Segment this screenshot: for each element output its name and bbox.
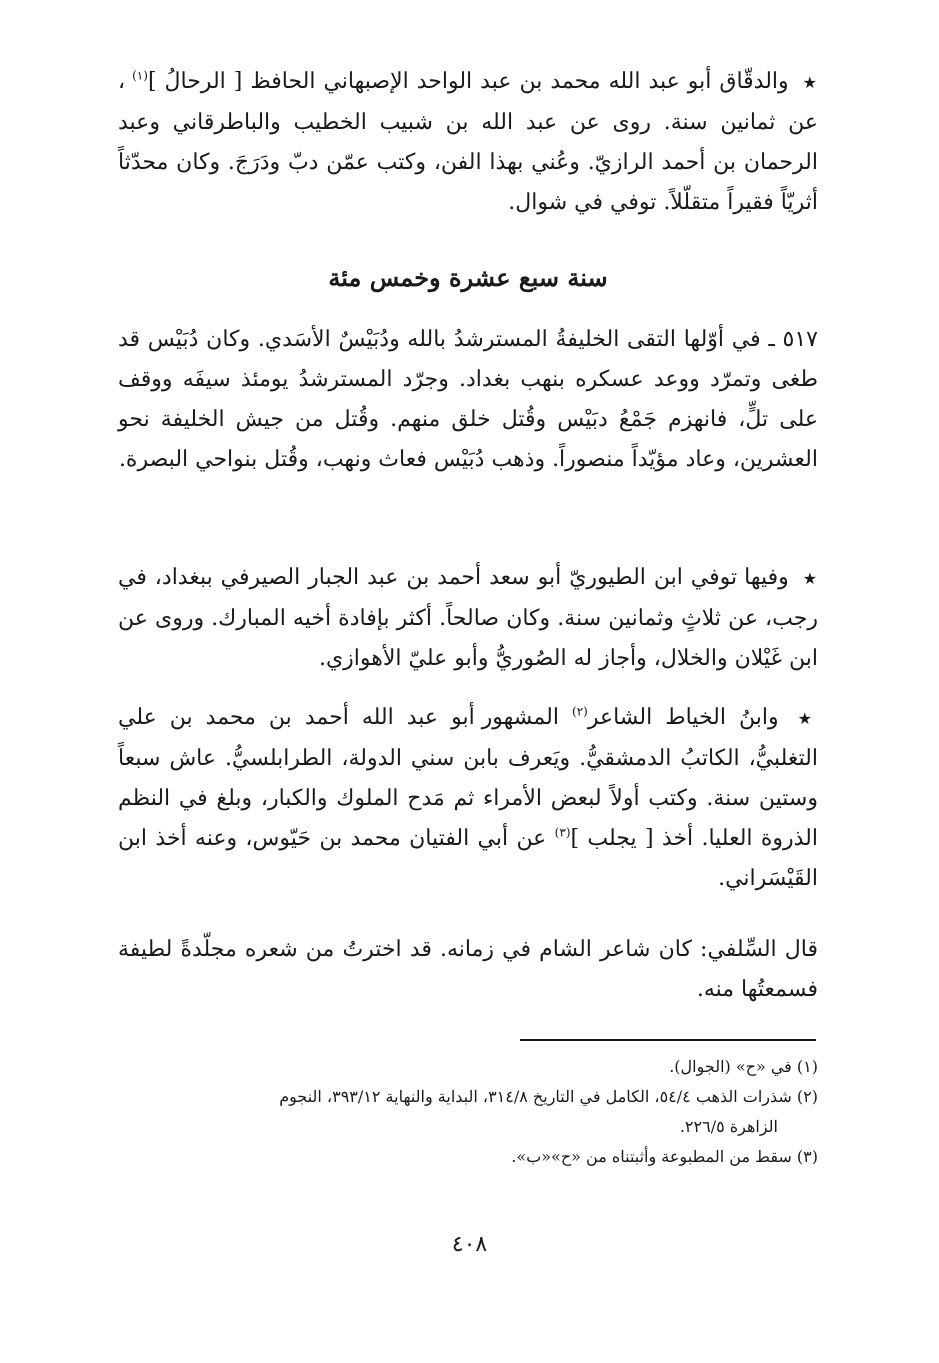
entry-ibn-khayyat-text-b: المشهور أبو عبد الله أحمد بن محمد بن علي التغلبيُّ، الكاتبُ الدمشقيُّ. ويَعرف بابن سني الدولة، الطرابلسيُّ. عاش سبعاً وستين سنة. وكتب أولاً لبعض الأمراء ثم مَدح الملوك والكبار، وبلغ في النظم الذروة العليا. أخذ [ يجلب ] (118, 705, 818, 851)
quote-silafi (118, 930, 818, 1010)
footnote-1: (١) في «ح» (الجوال). (669, 1057, 818, 1076)
footnote-2-continued: الزاهرة ٢٢٦/٥. (679, 1117, 778, 1136)
entry-daqqaq-paragraph (118, 62, 818, 223)
entry-ibn-khayyat-paragraph (118, 698, 818, 899)
footnote-ref-3[interactable]: (٣) (554, 825, 571, 840)
entry-tuyuri (118, 558, 818, 679)
entry-daqqaq-text-b: ، عن ثمانين سنة. روى عن عبد الله بن شبيب الخطيب والباطرقاني وعبد الرحمان بن أحمد الرازيّ. وعُني بهذا الفن، وكتب عمّن دبّ ودَرَجَ. وكان محدّثاً أثريّاً فقيراً متقلّلاً. توفي في شوال. (118, 69, 818, 215)
entry-ibn-khayyat (118, 698, 818, 899)
star-icon: ★ (802, 73, 819, 92)
entry-daqqaq-text-a: والدقّاق أبو عبد الله محمد بن عبد الواحد الإصبهاني الحافظ [ الرحالُ ] (147, 69, 789, 94)
star-icon: ★ (797, 709, 818, 728)
footnote-2: (٢) شذرات الذهب ٥٤/٤، الكامل في التاريخ ٣١٤/٨، البداية والنهاية ٣٩٣/١٢، النجوم (279, 1087, 818, 1106)
footnotes (118, 1052, 818, 1172)
section-heading-517: سنة سبع عشرة وخمس مئة (328, 263, 608, 292)
entry-tuyuri-paragraph (118, 558, 818, 679)
footnote-ref-2[interactable]: (٢) (572, 704, 588, 719)
entry-daqqaq (118, 62, 818, 223)
footnote-ref-1[interactable]: (١) (132, 68, 148, 83)
entry-ibn-khayyat-text-a: وابنُ الخياط الشاعر (587, 705, 779, 730)
entry-tuyuri-text: وفيها توفي ابن الطيوريّ أبو سعد أحمد بن عبد الجبار الصيرفي ببغداد، في رجب، عن ثلاثٍ وثمانين سنة. وكان صالحاً. أكثر بإفادة أخيه المبارك. وروى عن ابن غَيْلان والخلال، وأجاز له الصُوريُّ وأبو عليّ الأهوازي. (118, 565, 818, 671)
quote-silafi-paragraph: قال السِّلفي: كان شاعر الشام في زمانه. قد اخترتُ من شعره مجلّدةً لطيفة فسمعتُها منه. (118, 937, 818, 1002)
entry-517-paragraph: ٥١٧ ـ في أوّلها التقى الخليفةُ المسترشدُ بالله ودُبَيْسٌ الأسَدي. وكان دُبَيْس قد طغى وتمرّد ووعد عسكره بنهب بغداد. وجرّد المسترشدُ يومئذ سيفَه ووقف على تلٍّ، فانهزم جَمْعُ دبَيْس وقُتل خلق منهم. وقُتل من جيش الخليفة نحو العشرين، وعاد مؤيّداً منصوراً. وذهب دُبَيْس فعاث ونهب، وقُتل بنواحي البصرة. (118, 327, 818, 472)
entry-517 (118, 320, 818, 480)
footnote-3: (٣) سقط من المطبوعة وأثبتناه من «ح»«ب». (511, 1147, 818, 1166)
entry-ibn-khayyat-text-c: عن أبي الفتيان محمد بن حَيّوس، وعنه أخذ ابن القَيْسَراني. (118, 826, 818, 891)
page-number: ٤٠٨ (451, 1232, 488, 1257)
footnote-divider (520, 1039, 816, 1041)
star-icon: ★ (802, 569, 819, 588)
